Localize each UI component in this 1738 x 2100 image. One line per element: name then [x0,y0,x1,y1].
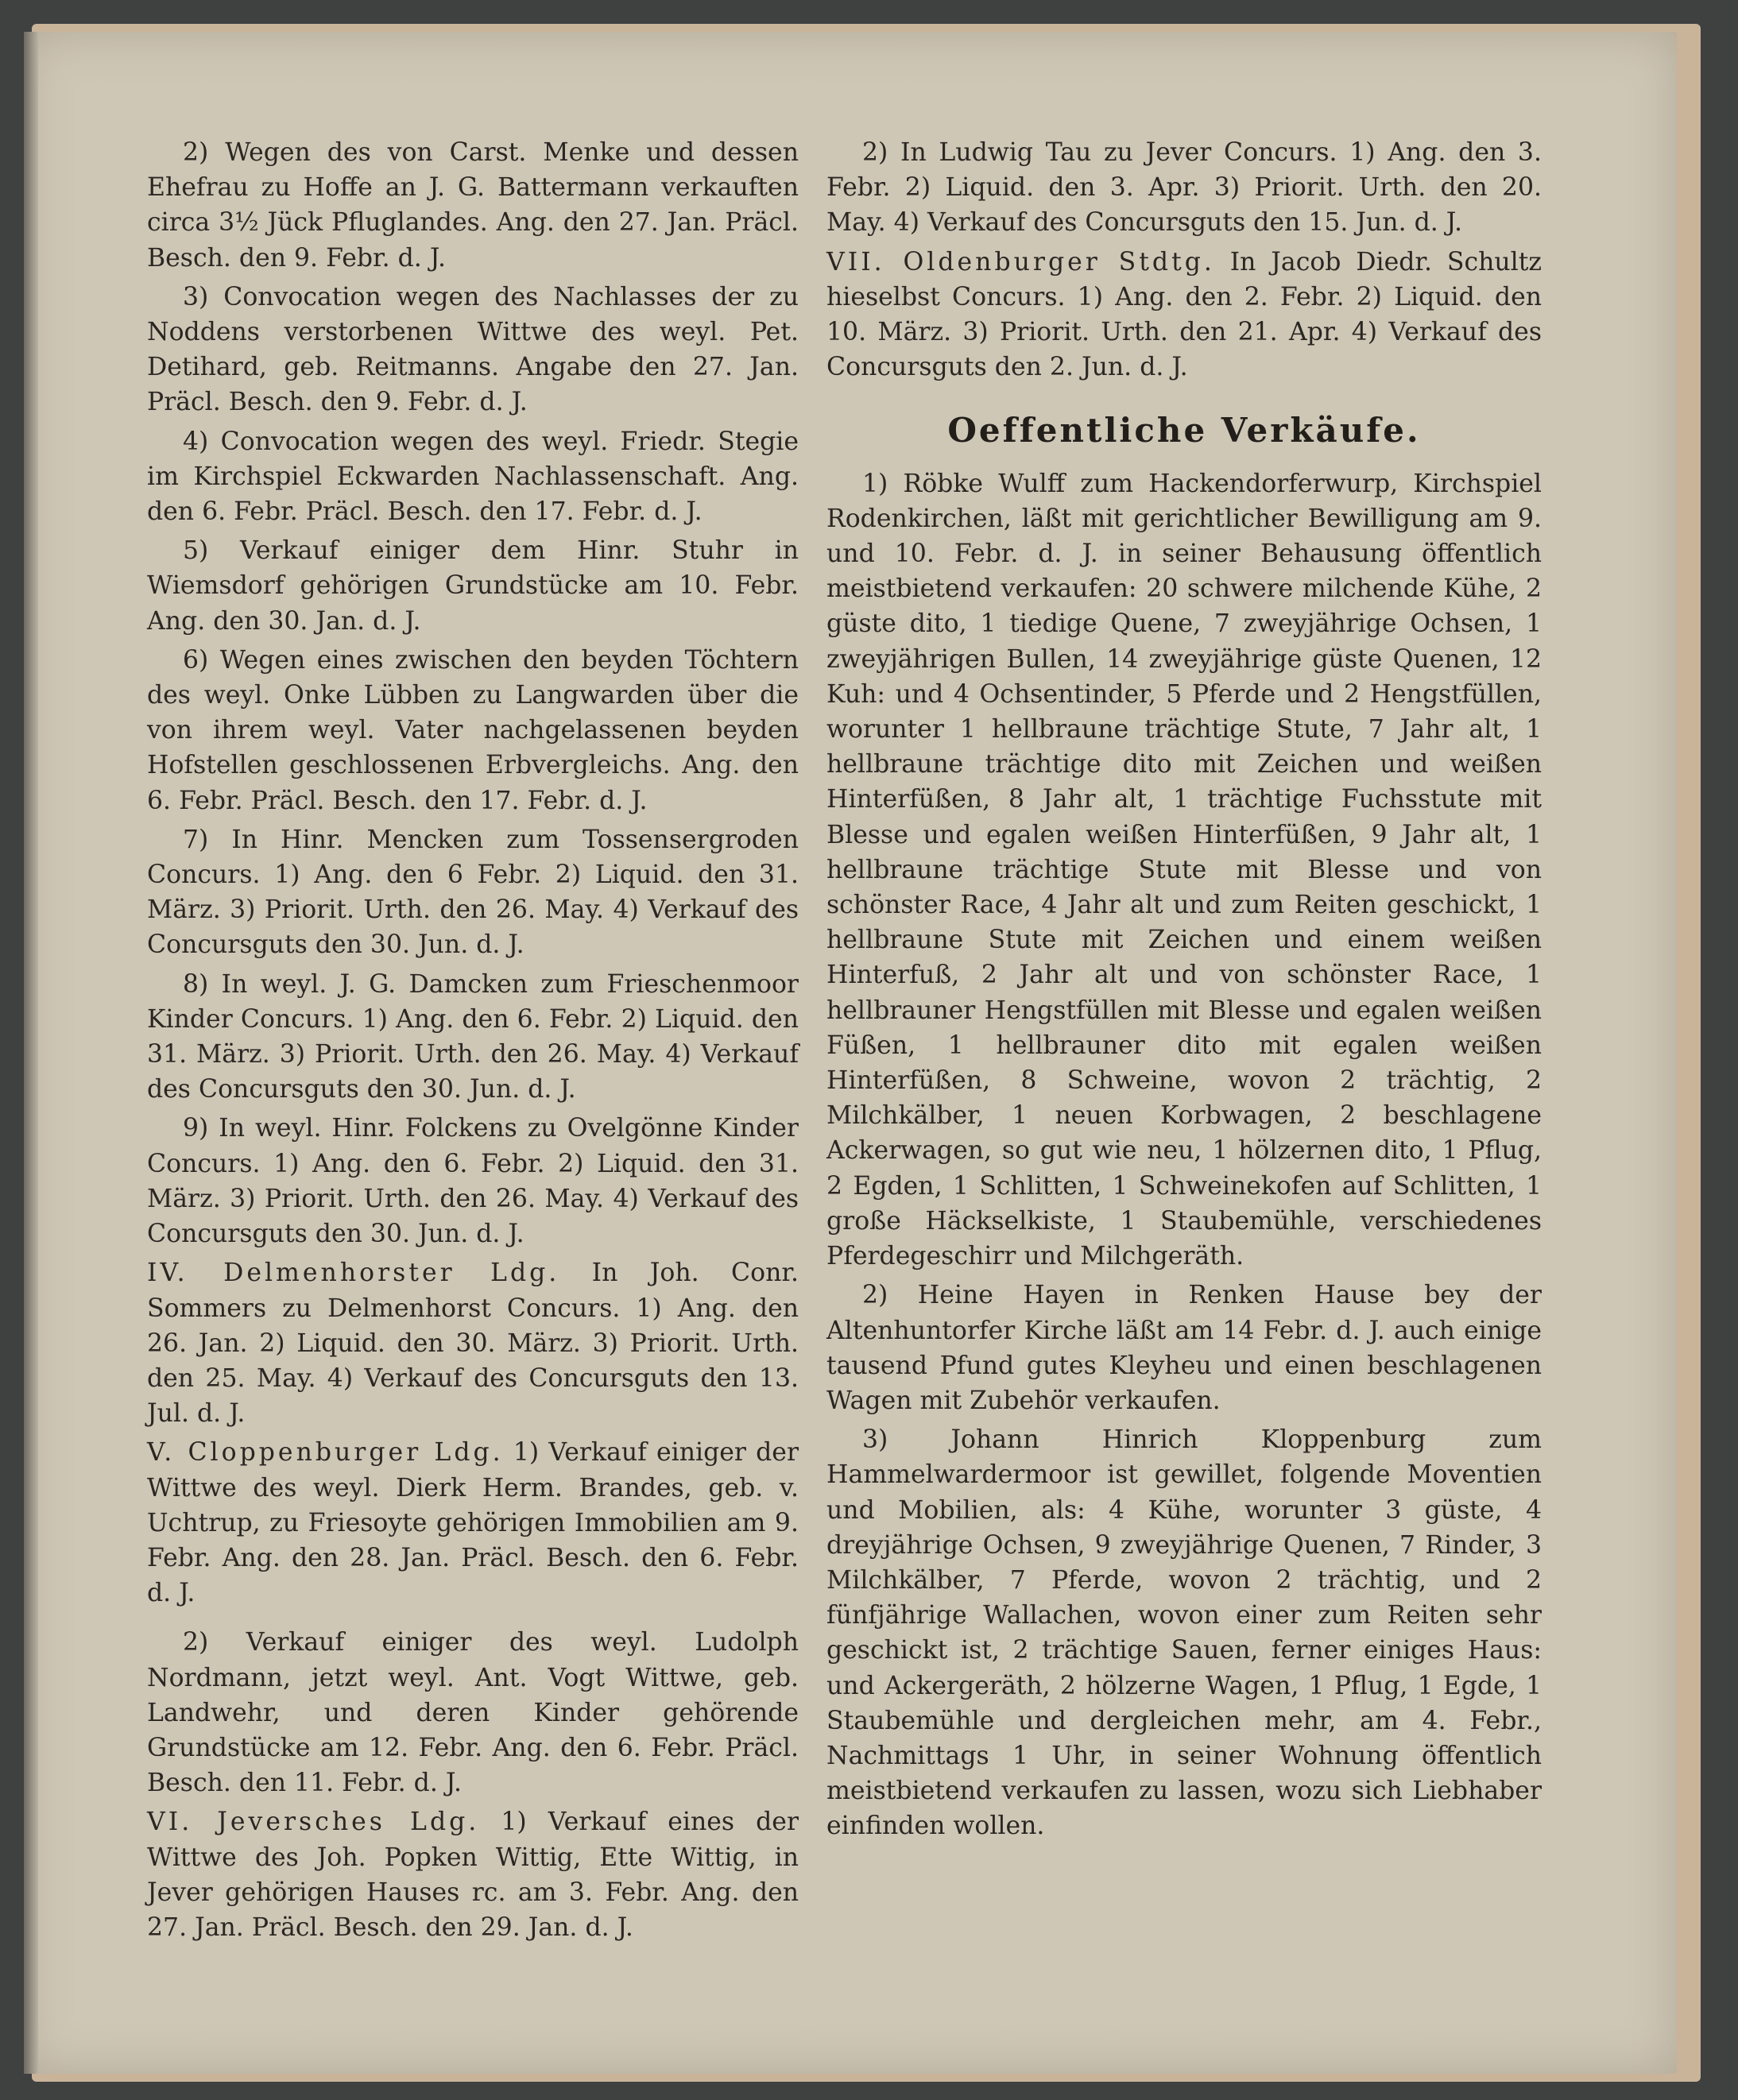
notice-paragraph: 9) In weyl. Hinr. Folckens zu Ovelgönne Kinder Concurs. 1) Ang. den 6. Febr. 2) Liquid. den 31. März. 3) Priorit. Urth. den 26. May. 4) Verkauf des Concursguts den 30. Jun. d. J. [147,1114,799,1249]
notice-paragraph: 2) In Ludwig Tau zu Jever Concurs. 1) Ang. den 3. Febr. 2) Liquid. den 3. Apr. 3) Priorit. Urth. den 20. May. 4) Verkauf des Concursguts den 15. Jun. d. J. [826,138,1542,238]
notice-paragraph: 6) Wegen eines zwischen den beyden Töchtern des weyl. Onke Lübben zu Langwarden über die von ihrem weyl. Vater nachgelassenen beyden Hofstellen geschlossenen Erbvergleichs. Ang. den 6. Febr. Präcl. Besch. den 17. Febr. d. J. [147,645,799,815]
right-column [826,135,1542,1848]
section-paragraph [147,1255,799,1431]
notice-paragraph: 4) Convocation wegen des weyl. Friedr. Stegie im Kirchspiel Eckwarden Nachlassenschaft. Ang. den 6. Febr. Präcl. Besch. den 17. Febr. d. J. [147,427,799,527]
section-heading: VI. Jeversches Ldg. [147,1808,480,1837]
section-text: 1) Verkauf eines der Wittwe des Joh. Popken Wittig, Ette Wittig, in Jever gehörigen Hauses rc. am 3. Febr. Ang. den 27. Jan. Präcl. Besch. den 29. Jan. d. J. [147,1808,799,1942]
notice-paragraph: 8) In weyl. J. G. Damcken zum Frieschenmoor Kinder Concurs. 1) Ang. den 6. Febr. 2) Liquid. den 31. März. 3) Priorit. Urth. den 26. May. 4) Verkauf des Concursguts den 30. Jun. d. J. [147,969,799,1104]
notice-paragraph: 2) Wegen des von Carst. Menke und dessen Ehefrau zu Hoffe an J. G. Battermann verkauften circa 3½ Jück Pfluglandes. Ang. den 27. Jan. Präcl. Besch. den 9. Febr. d. J. [147,138,799,273]
notice-paragraph: 7) In Hinr. Mencken zum Tossensergroden Concurs. 1) Ang. den 6 Febr. 2) Liquid. den 31. März. 3) Priorit. Urth. den 26. May. 4) Verkauf des Concursguts den 30. Jun. d. J. [147,825,799,960]
left-column [147,135,799,1949]
notice-paragraph: 3) Convocation wegen des Nachlasses der zu Noddens verstorbenen Wittwe des weyl. Pet. Detihard, geb. Reitmanns. Angabe den 27. Jan. Präcl. Besch. den 9. Febr. d. J. [147,282,799,417]
notice-paragraph: 2) Heine Hayen in Renken Hause bey der Altenhuntorfer Kirche läßt am 14 Febr. d. J. auch einige tausend Pfund gutes Kleyheu und einen beschlagenen Wagen mit Zubehör verkaufen. [826,1281,1542,1415]
notice-paragraph: 3) Johann Hinrich Kloppenburg zum Hammelwardermoor ist gewillet, folgende Moventien und Mobilien, als: 4 Kühe, worunter 3 güste, 4 dreyjährige Ochsen, 9 zweyjährige Quenen, 7 Rinder, 3 Milchkälber, 7 Pferde, wovon 2 trächtig, und 2 fünfjährige Wallachen, wovon einer zum Reiten sehr geschickt ist, 2 trächtige Sauen, ferner einiges Haus: und Ackergeräth, 2 hölzerne Wagen, 1 Pflug, 1 Egde, 1 Staubemühle und dergleichen mehr, am 4. Febr., Nachmittags 1 Uhr, in seiner Wohnung öffentlich meistbietend verkaufen zu lassen, wozu sich Liebhaber einfinden wollen. [826,1425,1542,1841]
binding-gutter [24,32,38,2074]
notice-paragraph: 2) Verkauf einiger des weyl. Ludolph Nordmann, jetzt weyl. Ant. Vogt Wittwe, geb. Landwehr, und deren Kinder gehörende Grundstücke am 12. Febr. Ang. den 6. Febr. Präcl. Besch. den 11. Febr. d. J. [147,1628,799,1798]
section-paragraph [147,1804,799,1945]
document-page [24,32,1677,2074]
section-paragraph [826,245,1542,385]
section-paragraph [147,1435,799,1611]
section-heading: VII. Oldenburger Stdtg. [826,247,1215,277]
section-text: 1) Verkauf einiger der Wittwe des weyl. Dierk Herm. Brandes, geb. v. Uchtrup, zu Friesoyte gehörigen Immobilien am 9. Febr. Ang. den 28. Jan. Präcl. Besch. den 6. Febr. d. J. [147,1438,799,1608]
notice-paragraph: 5) Verkauf einiger dem Hinr. Stuhr in Wiemsdorf gehörigen Grundstücke am 10. Febr. Ang. den 30. Jan. d. J. [147,536,799,636]
sales-heading: Oeffentliche Verkäufe. [947,411,1421,451]
section-heading: IV. Delmenhorster Ldg. [147,1259,560,1288]
notice-paragraph: 1) Röbke Wulff zum Hackendorferwurp, Kirchspiel Rodenkirchen, läßt mit gerichtlicher Bewilligung am 9. und 10. Febr. d. J. in seiner Behausung öffentlich meistbietend verkaufen: 20 schwere milchende Kühe, 2 güste dito, 1 tiedige Quene, 7 zweyjährige Ochsen, 1 zweyjährigen Bullen, 14 zweyjährige güste Quenen, 12 Kuh: und 4 Ochsentinder, 5 Pferde und 2 Hengstfüllen, worunter 1 hellbraune trächtige Stute, 7 Jahr alt, 1 hellbraune trächtige dito mit Zeichen und weißen Hinterfüßen, 8 Jahr alt, 1 trächtige Fuchsstute mit Blesse und egalen weißen Hinterfüßen, 9 Jahr alt, 1 hellbraune trächtige Stute mit Blesse und von schönster Race, 4 Jahr alt und zum Reiten geschickt, 1 hellbraune Stute mit Zeichen und einem weißen Hinterfuß, 2 Jahr alt und von schönster Race, 1 hellbrauner Hengstfüllen mit Blesse und egalen weißen Füßen, 1 hellbrauner dito mit egalen weißen Hinterfüßen, 8 Schweine, wovon 2 trächtig, 2 Milchkälber, 1 neuen Korbwagen, 2 beschlagene Ackerwagen, so gut wie neu, 1 hölzernen dito, 1 Pflug, 2 Egden, 1 Schlitten, 1 Schweinekofen auf Schlitten, 1 große Häckselkiste, 1 Staubemühle, verschiedenes Pferdegeschirr und Milchgeräth. [826,469,1542,1271]
section-text: In Jacob Diedr. Schultz hieselbst Concurs. 1) Ang. den 2. Febr. 2) Liquid. den 10. März. 3) Priorit. Urth. den 21. Apr. 4) Verkauf des Concursguts den 2. Jun. d. J. [826,247,1542,382]
section-text: In Joh. Conr. Sommers zu Delmenhorst Concurs. 1) Ang. den 26. Jan. 2) Liquid. den 30. März. 3) Priorit. Urth. den 25. May. 4) Verkauf des Concursguts den 13. Jul. d. J. [147,1259,799,1429]
section-heading: V. Cloppenburger Ldg. [147,1438,504,1468]
